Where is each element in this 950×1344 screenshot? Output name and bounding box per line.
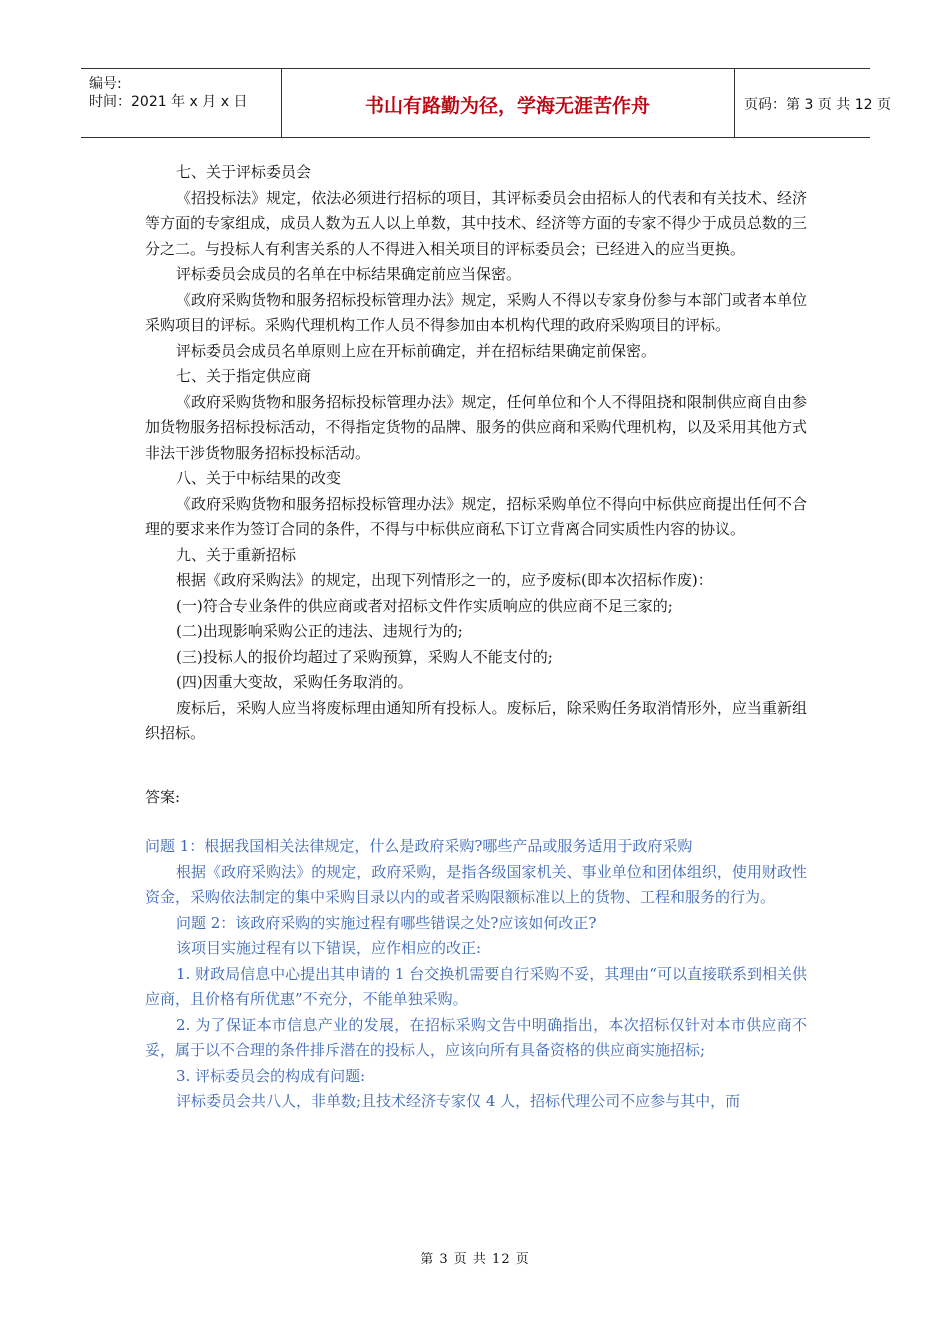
motto: 书山有路勤为径，学海无涯苦作舟 (364, 95, 650, 117)
section-heading: 九、关于重新招标 (176, 545, 297, 564)
answer-label: 答案: (145, 787, 181, 806)
header-motto-cell (281, 69, 735, 137)
header-page-cell (734, 69, 891, 137)
header-meta-cell (81, 69, 282, 137)
answer-paragraph: 该项目实施过程有以下错误，应作相应的改正: (176, 939, 482, 957)
section-heading: 七、关于评标委员会 (176, 163, 312, 181)
paragraph: 根据《政府采购法》的规定，出现下列情形之一的，应予废标(即本次招标作废)： (176, 571, 713, 589)
answer-paragraph: 评标委员会共八人，非单数;且技术经济专家仅 4 人，招标代理公司不应参与其中，而 (176, 1092, 741, 1110)
list-item: (三)投标人的报价均超过了采购预算，采购人不能支付的; (176, 647, 553, 666)
paragraph: 《政府采购货物和服务招标投标管理办法》规定，采购人不得以专家身份参与本部门或者本单位采购项目的评标。采购代理机构工作人员不得参加由本机构代理的政府采购项目的评标。 (145, 290, 807, 334)
section-heading: 八、关于中标结果的改变 (176, 469, 342, 487)
paragraph: 废标后，采购人应当将废标理由通知所有投标人。废标后，除采购任务取消情形外，应当重新组织招标。 (145, 698, 807, 742)
paragraph: 评标委员会成员的名单在中标结果确定前应当保密。 (176, 265, 522, 283)
list-item: (二)出现影响采购公正的违法、违规行为的; (176, 622, 463, 640)
number-label: 编号: (89, 76, 122, 92)
section-heading: 七、关于指定供应商 (176, 367, 312, 385)
question-heading: 问题 2：该政府采购的实施过程有哪些错误之处?应该如何改正? (176, 913, 597, 932)
document-body (145, 160, 807, 1115)
question-heading: 问题 1：根据我国相关法律规定，什么是政府采购?哪些产品或服务适用于政府采购 (145, 837, 693, 855)
list-item: (一)符合专业条件的供应商或者对招标文件作实质响应的供应商不足三家的; (176, 596, 673, 615)
paragraph: 《政府采购货物和服务招标投标管理办法》规定，任何单位和个人不得阻挠和限制供应商自由参加货物服务招标投标活动，不得指定货物的品牌、服务的供应商和采购代理机构，以及采用其他方式非法干涉货物服务招标投标活动。 (145, 392, 807, 462)
time-label: 时间：2021 年 x 月 x 日 (89, 94, 248, 110)
answer-paragraph: 根据《政府采购法》的规定，政府采购，是指各级国家机关、事业单位和团体组织，使用财政性资金，采购依法制定的集中采购目录以内的或者采购限额标准以上的货物、工程和服务的行为。 (145, 862, 807, 906)
paragraph: 《招投标法》规定，依法必须进行招标的项目，其评标委员会由招标人的代表和有关技术、经济等方面的专家组成，成员人数为五人以上单数，其中技术、经济等方面的专家不得少于成员总数的三分之二。与投标人有利害关系的人不得进入相关项目的评标委员会；已经进入的应当更换。 (145, 188, 807, 258)
answer-item: 1. 财政局信息中心提出其申请的 1 台交换机需要自行采购不妥，其理由“可以直接联系到相关供应商，且价格有所优惠”不充分，不能单独采购。 (145, 964, 807, 1008)
page-footer: 第 3 页 共 12 页 (420, 1252, 530, 1267)
header-table (81, 68, 891, 138)
list-item: (四)因重大变故，采购任务取消的。 (176, 673, 413, 691)
page-code: 页码：第 3 页 共 12 页 (744, 97, 891, 113)
answer-item: 3. 评标委员会的构成有问题: (176, 1066, 366, 1085)
paragraph: 《政府采购货物和服务招标投标管理办法》规定，招标采购单位不得向中标供应商提出任何不合理的要求来作为签订合同的条件，不得与中标供应商私下订立背离合同实质性内容的协议。 (145, 494, 807, 538)
paragraph: 评标委员会成员名单原则上应在开标前确定，并在招标结果确定前保密。 (176, 341, 657, 360)
answer-item: 2. 为了保证本市信息产业的发展，在招标采购文告中明确指出，本次招标仅针对本市供应商不妥，属于以不合理的条件排斥潜在的投标人，应该向所有具备资格的供应商实施招标; (145, 1015, 807, 1059)
